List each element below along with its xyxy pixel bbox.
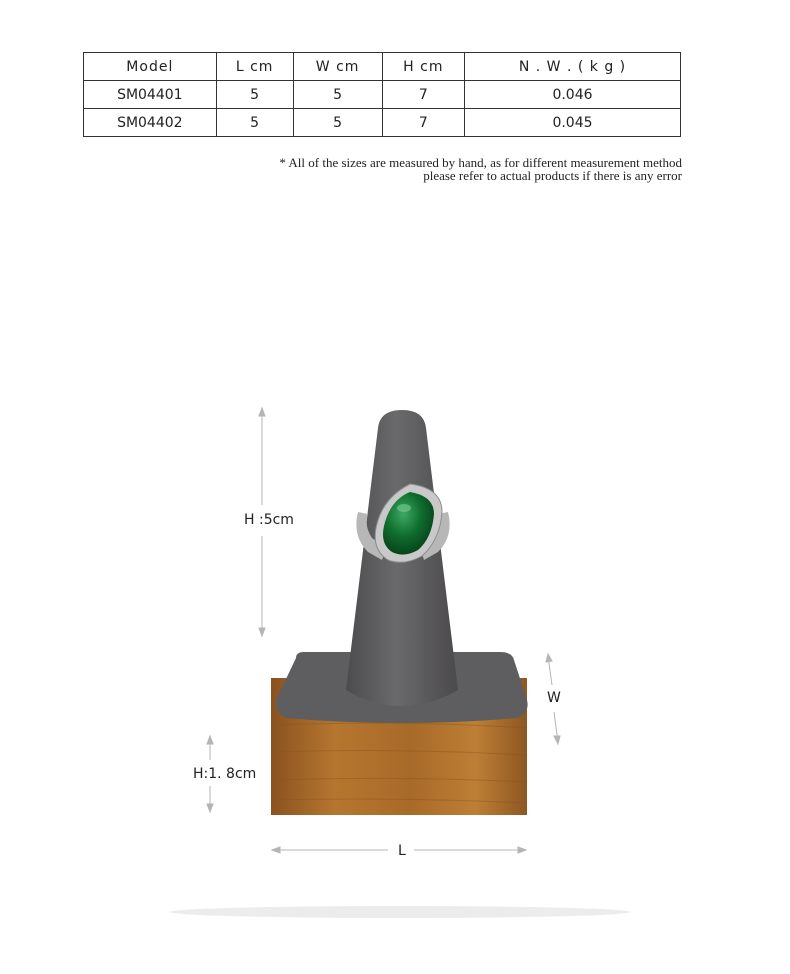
cell-length: 5: [216, 81, 293, 109]
note-line-2: please refer to actual products if there is any error: [423, 168, 682, 183]
cell-width: 5: [293, 81, 382, 109]
header-net-weight: N . W . ( k g ): [464, 53, 680, 81]
length-label: L: [398, 843, 406, 859]
header-length: L cm: [216, 53, 293, 81]
cell-net-weight: 0.046: [464, 81, 680, 109]
floor-shadow: [170, 906, 630, 918]
header-width: W cm: [293, 53, 382, 81]
height-base-label: H:1. 8cm: [193, 766, 257, 782]
height-ring-label: H :5cm: [244, 512, 294, 528]
cell-width: 5: [293, 109, 382, 137]
cell-model: SM04401: [84, 81, 217, 109]
header-model: Model: [84, 53, 217, 81]
cell-net-weight: 0.045: [464, 109, 680, 137]
header-height: H cm: [382, 53, 464, 81]
width-label: W: [547, 690, 561, 706]
cell-model: SM04402: [84, 109, 217, 137]
cell-height: 7: [382, 109, 464, 137]
note-line-1: * All of the sizes are measured by hand, as for different measurement method: [279, 155, 682, 170]
cell-length: 5: [216, 109, 293, 137]
cell-height: 7: [382, 81, 464, 109]
